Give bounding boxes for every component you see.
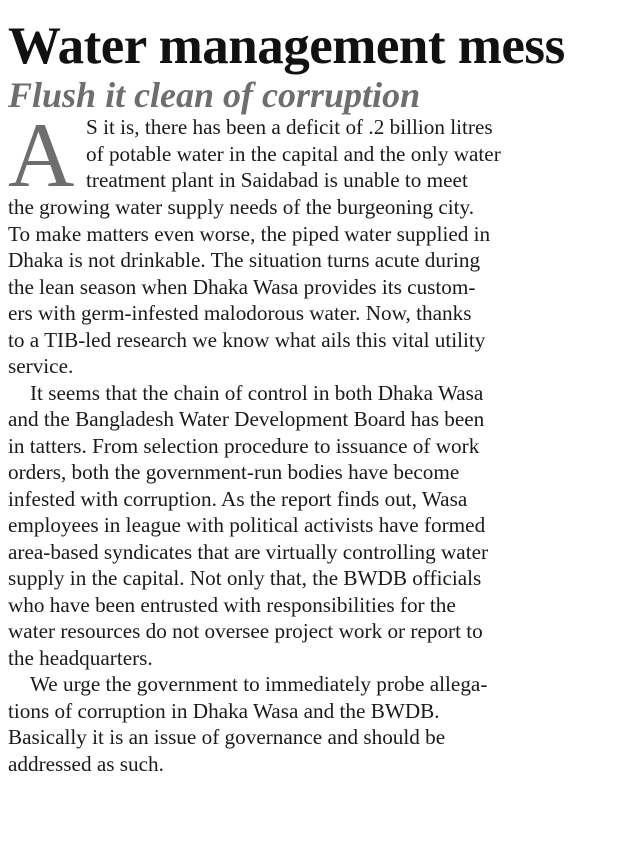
paragraph-2-line: infested with corruption. As the report finds out, Wasa	[8, 486, 468, 511]
paragraph-1	[8, 104, 596, 380]
paragraph-2-line: water resources do not oversee project work or report to	[8, 619, 483, 643]
drop-cap: A	[8, 104, 75, 206]
paragraph-1-line: S it is, there has been a deficit of .2 billion litres	[86, 115, 493, 139]
paragraph-2-line: employees in league with political activists have formed	[8, 513, 486, 537]
paragraph-2-line: It seems that the chain of control in both Dhaka Wasa	[30, 380, 484, 405]
paragraph-2-line: in tatters. From selection procedure to issuance of work	[8, 433, 480, 458]
headline: Water management mess	[8, 17, 565, 75]
subheadline: Flush it clean of corruption	[8, 75, 421, 115]
paragraph-1-line: To make matters even worse, the piped water supplied in	[8, 221, 491, 246]
article-body	[8, 104, 596, 777]
paragraph-1-line: Dhaka is not drinkable. The situation turns acute during	[8, 248, 481, 272]
paragraph-3-line: addressed as such.	[8, 751, 164, 776]
paragraph-2-line: who have been entrusted with responsibilities for the	[8, 592, 456, 617]
paragraph-1-line: to a TIB-led research we know what ails this vital utility	[8, 327, 486, 352]
paragraph-1-line: the growing water supply needs of the burgeoning city.	[8, 195, 475, 219]
paragraph-1-line: service.	[8, 354, 74, 378]
paragraph-3-line: Basically it is an issue of governance and should be	[8, 725, 446, 749]
paragraph-2-line: area-based syndicates that are virtually controlling water	[8, 539, 489, 564]
paragraph-3-line: We urge the government to immediately probe allega-	[30, 672, 488, 696]
paragraph-3-line: tions of corruption in Dhaka Wasa and the BWDB.	[8, 698, 440, 723]
paragraph-1-line: ers with germ-infested malodorous water. Now, thanks	[8, 301, 472, 325]
paragraph-1-line: of potable water in the capital and the only water	[86, 141, 501, 166]
paragraph-2-line: the headquarters.	[8, 645, 153, 670]
editorial-article	[8, 18, 618, 777]
paragraph-3	[8, 671, 596, 777]
paragraph-2	[8, 380, 596, 672]
paragraph-2-line: and the Bangladesh Water Development Board has been	[8, 407, 485, 431]
paragraph-1-line: treatment plant in Saidabad is unable to meet	[86, 168, 468, 192]
paragraph-2-line: supply in the capital. Not only that, the BWDB officials	[8, 566, 482, 590]
paragraph-2-line: orders, both the government-run bodies have become	[8, 460, 460, 484]
paragraph-1-line: the lean season when Dhaka Wasa provides its custom-	[8, 274, 476, 299]
